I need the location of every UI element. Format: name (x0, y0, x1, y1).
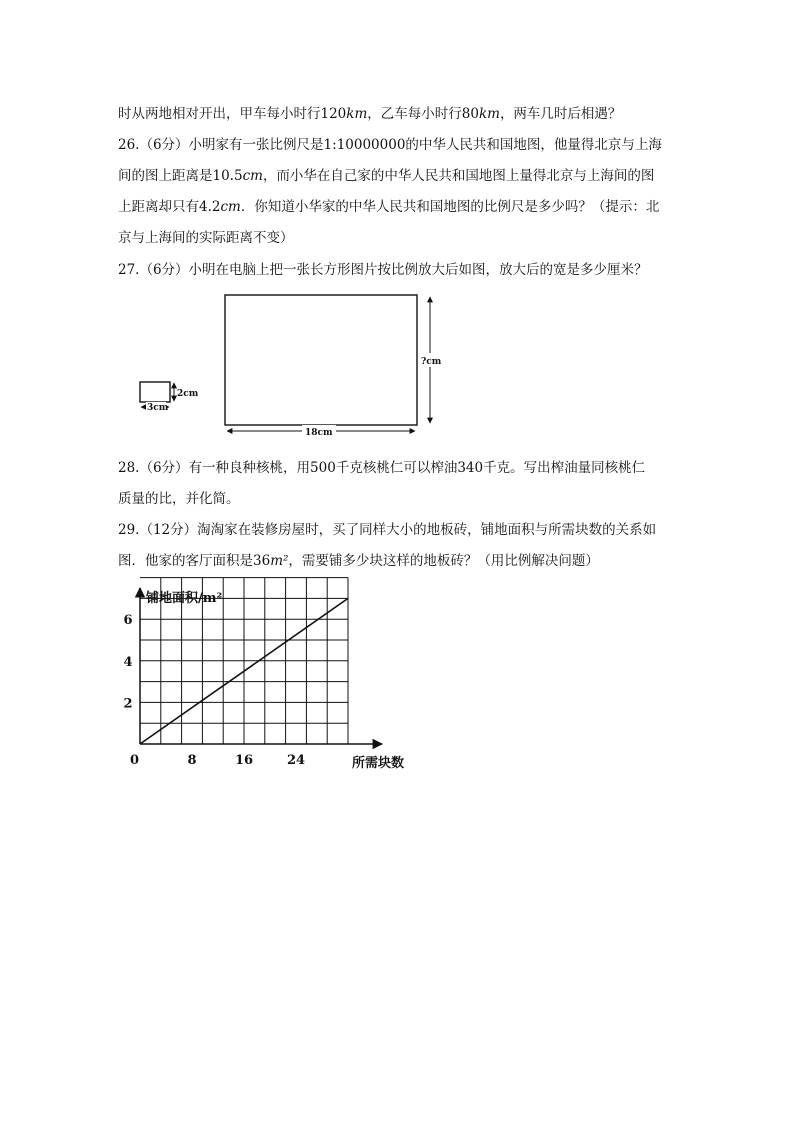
y-tick-label: 4 (123, 654, 133, 670)
rectangle-figure (0, 290, 794, 450)
y-axis-label: 铺地面积/m² (146, 591, 223, 606)
chart-ticks (123, 613, 305, 768)
q29-line-1: 29.（12分）淘淘家在装修房屋时，买了同样大小的地板砖，铺地面积与所需块数的关系如 (118, 522, 657, 538)
q28-line-2: 质量的比，并化简。 (118, 491, 240, 507)
small-height-label: 2cm (177, 389, 199, 399)
q27-line-1: 27.（6分）小明在电脑上把一张长方形图片按比例放大后如图，放大后的宽是多少厘米？ (118, 262, 648, 278)
y-tick-label: 2 (123, 696, 133, 712)
q26-line-3: 上距离却只有4.2cm．你知道小华家的中华人民共和国地图的比例尺是多少吗？（提示：北 (118, 199, 660, 215)
small-rectangle (140, 382, 170, 402)
small-width-label: 3cm (147, 403, 169, 413)
q26-line-1: 26.（6分）小明家有一张比例尺是1:10000000的中华人民共和国地图，他量得北京与上海 (118, 137, 662, 153)
large-width-label: 18cm (305, 428, 333, 438)
q26-line-4: 京与上海间的实际距离不变） (118, 230, 294, 246)
large-rectangle (225, 295, 417, 425)
large-height-label: ?cm (421, 357, 442, 367)
q29-line-2: 图．他家的客厅面积是36m²，需要铺多少块这样的地板砖？（用比例解决问题） (118, 553, 599, 569)
y-tick-label: 6 (123, 613, 133, 629)
x-tick-label: 24 (286, 753, 306, 768)
x-tick-label: 8 (187, 753, 197, 768)
origin-label: 0 (130, 753, 140, 768)
q25-line-1: 时从两地相对开出，甲车每小时行120km，乙车每小时行80km，两车几时后相遇？ (118, 106, 622, 122)
area-vs-tiles-chart (0, 580, 794, 780)
x-axis-label: 所需块数 (352, 756, 405, 771)
x-tick-label: 16 (234, 753, 254, 768)
q28-line-1: 28.（6分）有一种良种核桃，用500千克核桃仁可以榨油340千克。写出榨油量同核桃仁 (118, 460, 646, 476)
q26-line-2: 间的图上距离是10.5cm，而小华在自己家的中华人民共和国地图上量得北京与上海间的图 (118, 168, 655, 184)
